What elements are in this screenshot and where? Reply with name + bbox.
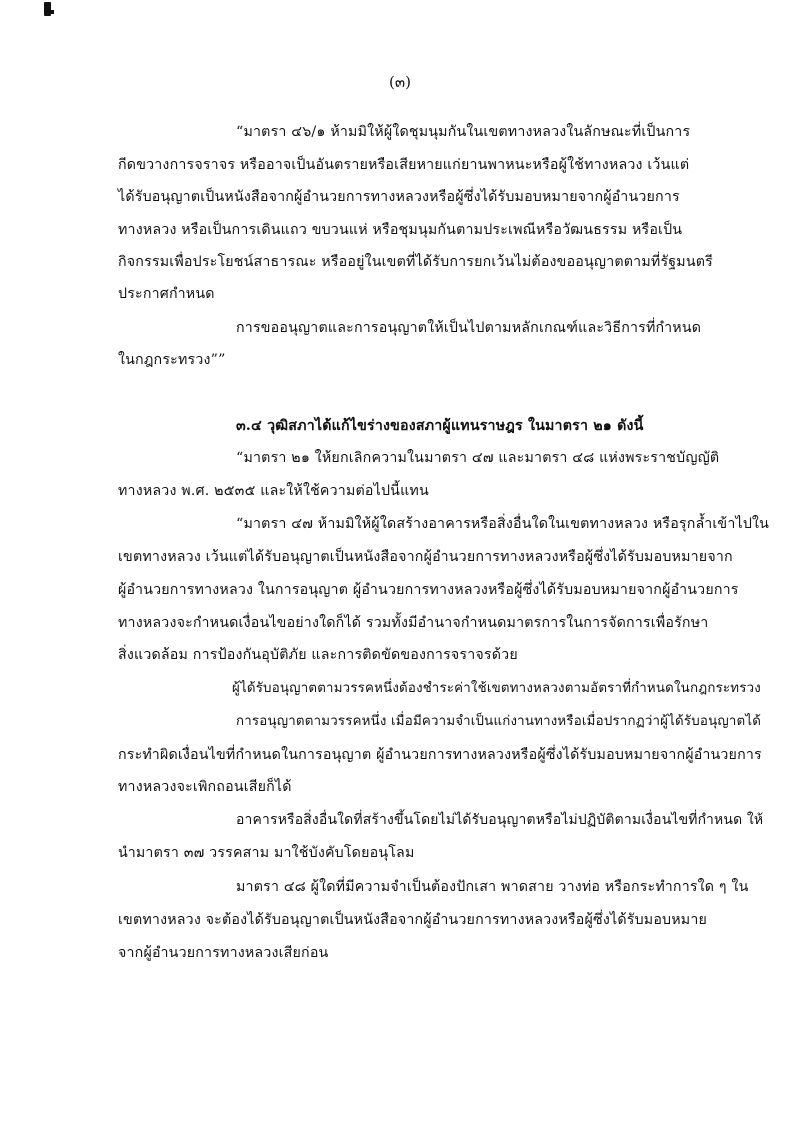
text-line: กิจกรรมเพื่อประโยชน์สาธารณะ หรืออยู่ในเขตที่ได้รับการยกเว้นไม่ต้องขออนุญาตตามที่รัฐมนตรี (118, 254, 713, 270)
text-line: จากผู้อำนวยการทางหลวงเสียก่อน (118, 945, 329, 961)
text-line: ในกฎกระทรวง”” (118, 352, 226, 368)
text-line: ผู้อำนวยการทางหลวง ในการอนุญาต ผู้อำนวยการทางหลวงหรือผู้ซึ่งได้รับมอบหมายจากผู้อำนวยการ (118, 582, 739, 598)
text-line: กระทำผิดเงื่อนไขที่กำหนดในการอนุญาต ผู้อำนวยการทางหลวงหรือผู้ซึ่งได้รับมอบหมายจากผู้อำนวยการ (118, 747, 762, 763)
text-line: ทางหลวงจะกำหนดเงื่อนไขอย่างใดก็ได้ รวมทั้งมีอำนาจกำหนดมาตรการในการจัดการเพื่อรักษา (118, 615, 709, 631)
text-line: “มาตรา ๒๑ ให้ยกเลิกความในมาตรา ๔๗ และมาตรา ๔๘ แห่งพระราชบัญญัติ (236, 450, 720, 466)
text-line: “มาตรา ๔๗ ห้ามมิให้ผู้ใดสร้างอาคารหรือสิ่งอื่นใดในเขตทางหลวง หรือรุกล้ำเข้าไปใน (236, 516, 770, 532)
text-line: มาตรา ๔๘ ผู้ใดที่มีความจำเป็นต้องปักเสา พาดสาย วางท่อ หรือกระทำการใด ๆ ใน (236, 879, 749, 895)
text-line: การอนุญาตตามวรรคหนึ่ง เมื่อมีความจำเป็นแก่งานทางหรือเมื่อปรากฏว่าผู้ได้รับอนุญาตได้ (236, 714, 762, 729)
text-line: “มาตรา ๔๖/๑ ห้ามมิให้ผู้ใดชุมนุมกันในเขตทางหลวงในลักษณะที่เป็นการ (236, 124, 691, 140)
section-heading: ๓.๔ วุฒิสภาได้แก้ไขร่างของสภาผู้แทนราษฎร ในมาตรา ๒๑ ดังนี้ (236, 418, 644, 434)
text-line: ผู้ได้รับอนุญาตตามวรรคหนึ่งต้องชำระค่าใช้เขตทางหลวงตามอัตราที่กำหนดในกฎกระทรวง (232, 681, 761, 696)
scan-corner-mark (44, 2, 51, 16)
text-line: ได้รับอนุญาตเป็นหนังสือจากผู้อำนวยการทางหลวงหรือผู้ซึ่งได้รับมอบหมายจากผู้อำนวยการ (118, 189, 680, 205)
text-line: อาคารหรือสิ่งอื่นใดที่สร้างขึ้นโดยไม่ได้รับอนุญาตหรือไม่ปฏิบัติตามเงื่อนไขที่กำหนด ให้ (236, 812, 764, 828)
page-number: (๓) (389, 73, 411, 91)
text-line: ประกาศกำหนด (118, 286, 215, 302)
text-line: ทางหลวง หรือเป็นการเดินแถว ขบวนแห่ หรือชุมนุมกันตามประเพณีหรือวัฒนธรรม หรือเป็น (118, 222, 683, 238)
text-line: สิ่งแวดล้อม การป้องกันอุบัติภัย และการติดขัดของการจราจรด้วย (118, 647, 518, 663)
text-line: การขออนุญาตและการอนุญาตให้เป็นไปตามหลักเกณฑ์และวิธีการที่กำหนด (236, 320, 702, 336)
text-line: เขตทางหลวง จะต้องได้รับอนุญาตเป็นหนังสือจากผู้อำนวยการทางหลวงหรือผู้ซึ่งได้รับมอบหมาย (118, 912, 708, 928)
text-line: กีดขวางการจราจร หรืออาจเป็นอันตรายหรือเสียหายแก่ยานพาหนะหรือผู้ใช้ทางหลวง เว้นแต่ (118, 157, 690, 173)
text-line: เขตทางหลวง เว้นแต่ได้รับอนุญาตเป็นหนังสือจากผู้อำนวยการทางหลวงหรือผู้ซึ่งได้รับมอบหมายจาก (118, 549, 733, 565)
text-line: ทางหลวงจะเพิกถอนเสียก็ได้ (118, 779, 292, 795)
text-line: นำมาตรา ๓๗ วรรคสาม มาใช้บังคับโดยอนุโลม (118, 845, 415, 861)
text-line: ทางหลวง พ.ศ. ๒๕๓๕ และให้ใช้ความต่อไปนี้แทน (118, 483, 429, 499)
